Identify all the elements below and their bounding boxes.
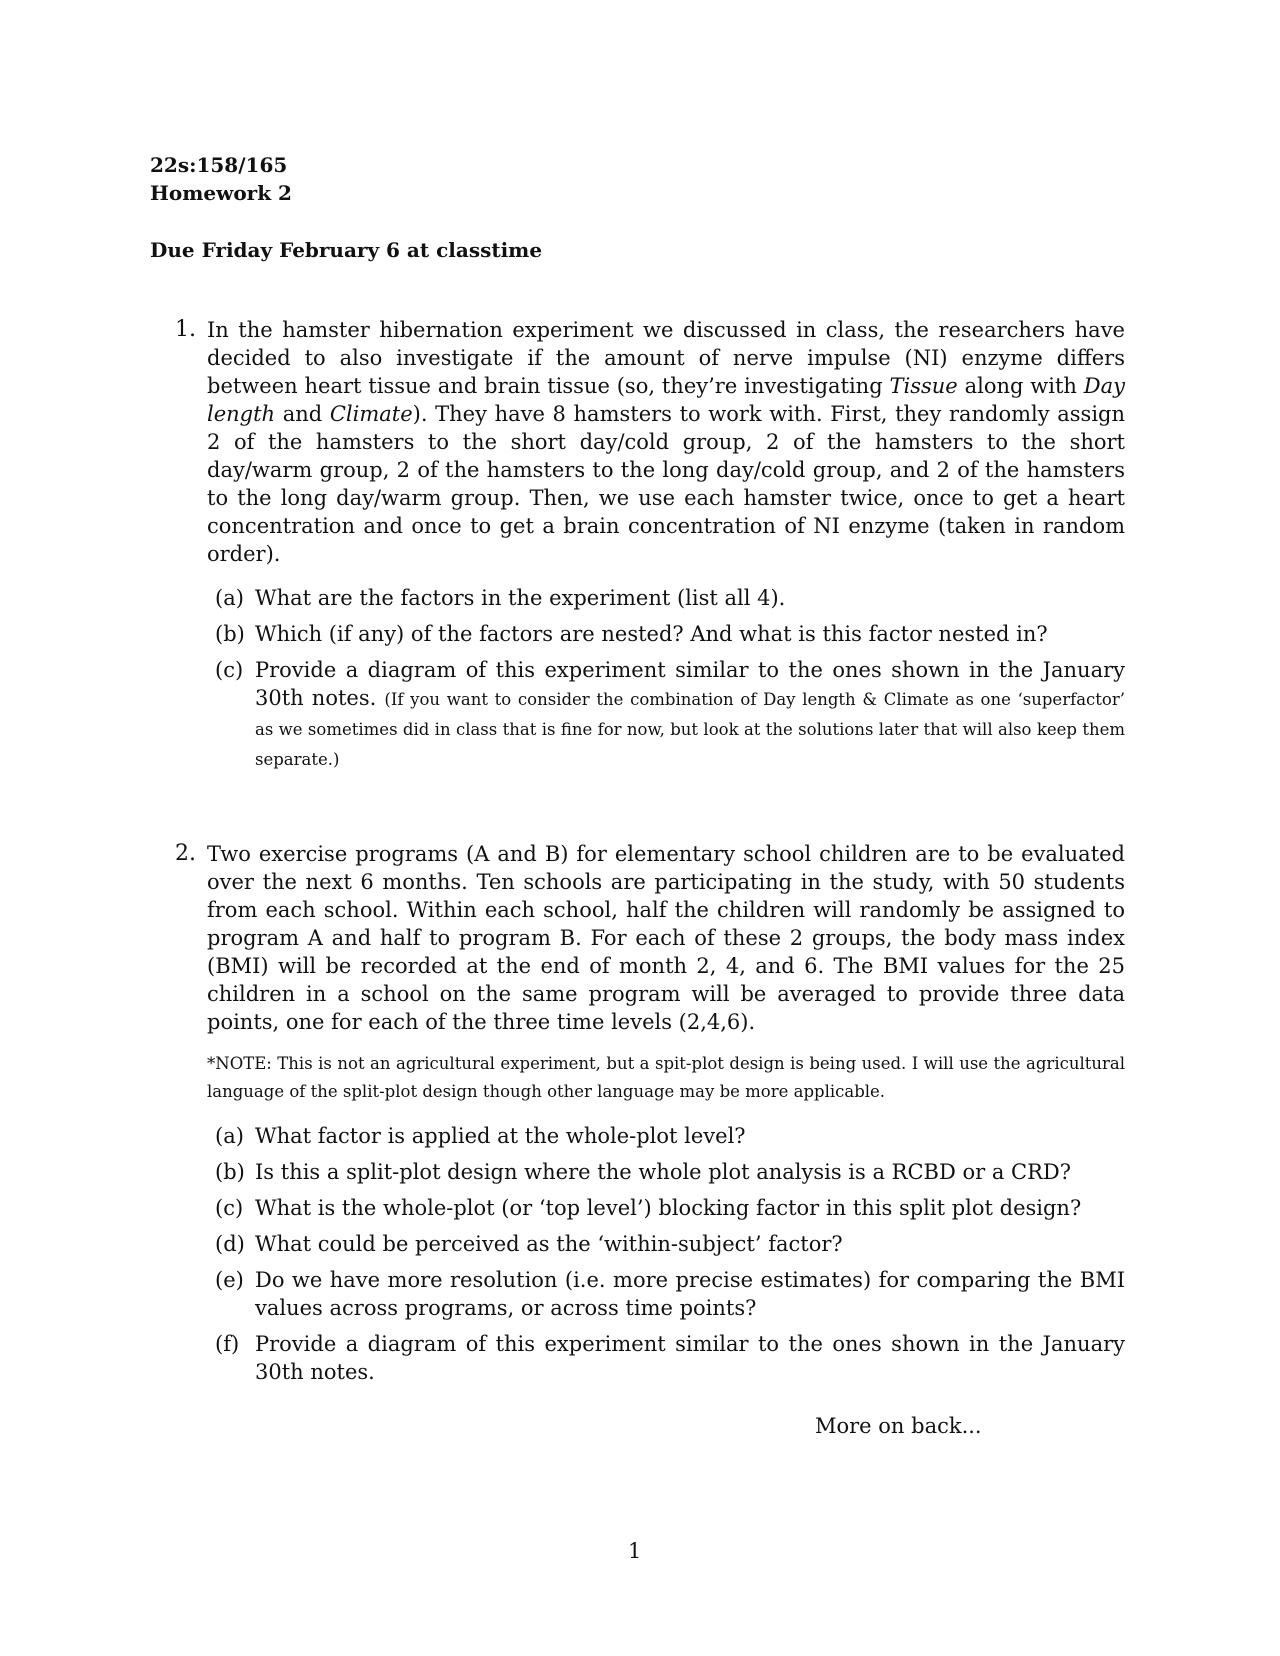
sub-question: (f) Provide a diagram of this experiment similar to the ones shown in the January 30th notes. <box>215 1332 1125 1384</box>
problem-number: 2. <box>175 841 196 866</box>
homework-title: Homework 2 <box>150 181 292 205</box>
course-number: 22s:158/165 <box>150 153 288 177</box>
problem-1 <box>175 316 1125 782</box>
sub-question: (b) Is this a split-plot design where the whole plot analysis is a RCBD or a CRD? <box>215 1160 1072 1184</box>
sub-questions <box>175 1122 1125 1386</box>
sub-question: (b) Which (if any) of the factors are nested? And what is this factor nested in? <box>215 622 1048 646</box>
problem-note: *NOTE: This is not an agricultural experiment, but a spit-plot design is being used. I will use the agricultural language of the split-plot design though other language may be more applicable. <box>207 1054 1125 1101</box>
more-on-back-note: More on back... <box>815 1414 982 1438</box>
problem-text: Two exercise programs (A and B) for elementary school children are to be evaluated over the next 6 months. Ten schools are participating in the study, with 50 students from each school. Within each school, half the children will randomly be assigned to program A and half to program B. For each of these 2 groups, the body mass index (BMI) will be recorded at the end of month 2, 4, and 6. The BMI values for the 25 children in a school on the same program will be averaged to provide three data points, one for each of the three time levels (2,4,6). <box>207 842 1125 1034</box>
sub-question: (c) Provide a diagram of this experiment similar to the ones shown in the January 30th notes. (If you want to consider the combination of Day length & Climate as one ‘superfactor’ as we sometimes did in class that is fine for now, but look at the solutions later that will also keep them separate.) <box>215 658 1125 769</box>
problem-number: 1. <box>175 317 196 342</box>
page-number: 1 <box>628 1539 642 1563</box>
due-date: Due Friday February 6 at classtime <box>150 238 543 262</box>
sub-question: (e) Do we have more resolution (i.e. more precise estimates) for comparing the BMI values across programs, or across time points? <box>215 1268 1125 1320</box>
problem-2 <box>175 840 1125 1394</box>
problem-text: In the hamster hibernation experiment we discussed in class, the researchers have decided to also investigate if the amount of nerve impulse (NI) enzyme differs between heart tissue and brain tissue (so, they’re investigating Tissue along with Day length and Climate). They have 8 hamsters to work with. First, they randomly assign 2 of the hamsters to the short day/cold group, 2 of the hamsters to the short day/warm group, 2 of the hamsters to the long day/cold group, and 2 of the hamsters to the long day/warm group. Then, we use each hamster twice, once to get a heart concentration and once to get a brain concentration of NI enzyme (taken in random order). <box>207 318 1126 566</box>
sub-question: (d) What could be perceived as the ‘within-subject’ factor? <box>215 1232 843 1256</box>
sub-question-note: (If you want to consider the combination of Day length & Climate as one ‘superfactor’ as we sometimes did in class that is fine for now, but look at the solutions later that will also keep them separate.) <box>255 690 1125 769</box>
sub-question: (a) What are the factors in the experiment (list all 4). <box>215 586 786 610</box>
sub-questions <box>175 584 1125 774</box>
sub-question: (a) What factor is applied at the whole-plot level? <box>215 1124 746 1148</box>
sub-question: (c) What is the whole-plot (or ‘top level’) blocking factor in this split plot design? <box>215 1196 1082 1220</box>
